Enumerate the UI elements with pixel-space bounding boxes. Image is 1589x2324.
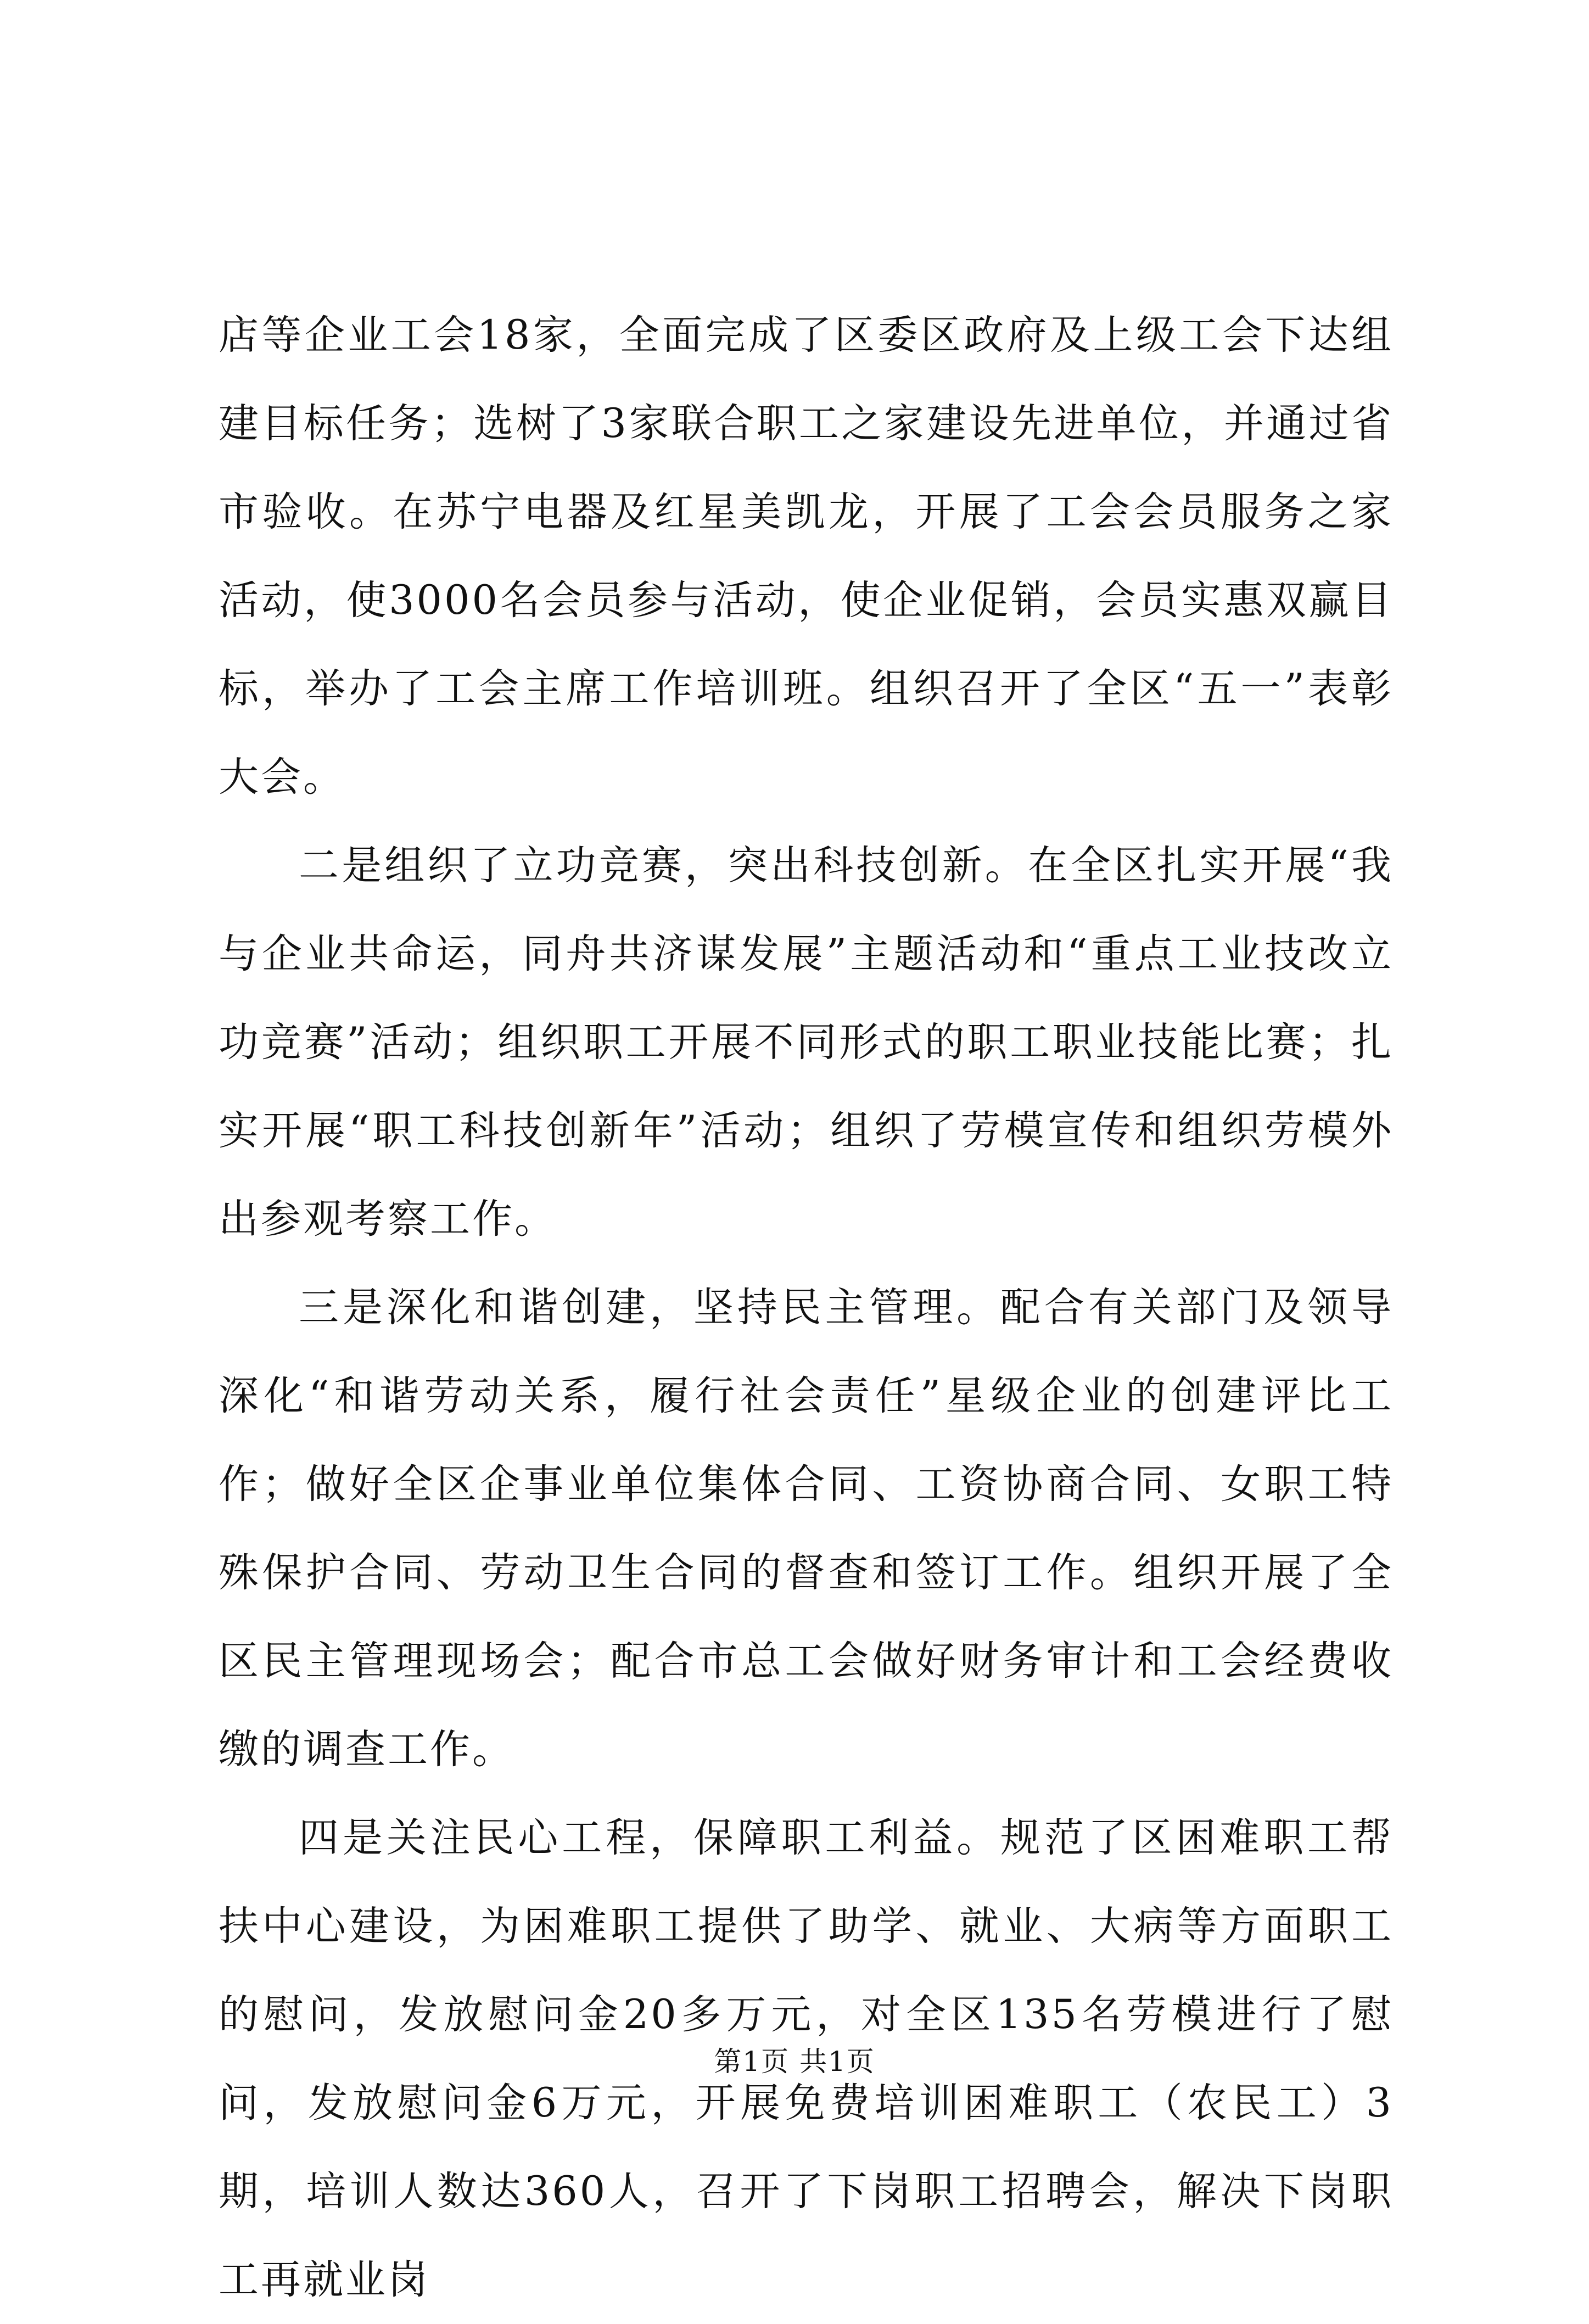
page-number-footer: 第1页 共1页 xyxy=(714,2046,875,2077)
paragraph-continuation: 店等企业工会18家，全面完成了区委区政府及上级工会下达组建目标任务；选树了3家联合职工之家建设先进单位，并通过省市验收。在苏宁电器及红星美凯龙，开展了工会会员服务之家活动，使3000名会员参与活动，使企业促销，会员实惠双赢目标，举办了工会主席工作培训班。组织召开了全区“五一”表彰大会。 xyxy=(219,312,1394,800)
paragraph-livelihood-project: 四是关注民心工程，保障职工利益。规范了区困难职工帮扶中心建设，为困难职工提供了助学、就业、大病等方面职工的慰问，发放慰问金20多万元，对全区135名劳模进行了慰问，发放慰问金6万元，开展免费培训困难职工（农民工）3期，培训人数达360人，召开了下岗职工招聘会，解决下岗职工再就业岗 xyxy=(219,1815,1394,2303)
body-text xyxy=(219,291,1394,2324)
paragraph-harmony-creation: 三是深化和谐创建，坚持民主管理。配合有关部门及领导深化“和谐劳动关系，履行社会责任”星级企业的创建评比工作；做好全区企事业单位集体合同、工资协商合同、女职工特殊保护合同、劳动卫生合同的督查和签订工作。组织开展了全区民主管理现场会；配合市总工会做好财务审计和工会经费收缴的调查工作。 xyxy=(219,1284,1394,1773)
paragraph-labor-competition: 二是组织了立功竞赛，突出科技创新。在全区扎实开展“我与企业共命运，同舟共济谋发展”主题活动和“重点工业技改立功竞赛”活动；组织职工开展不同形式的职工职业技能比赛；扎实开展“职工科技创新年”活动；组织了劳模宣传和组织劳模外出参观考察工作。 xyxy=(219,842,1394,1242)
